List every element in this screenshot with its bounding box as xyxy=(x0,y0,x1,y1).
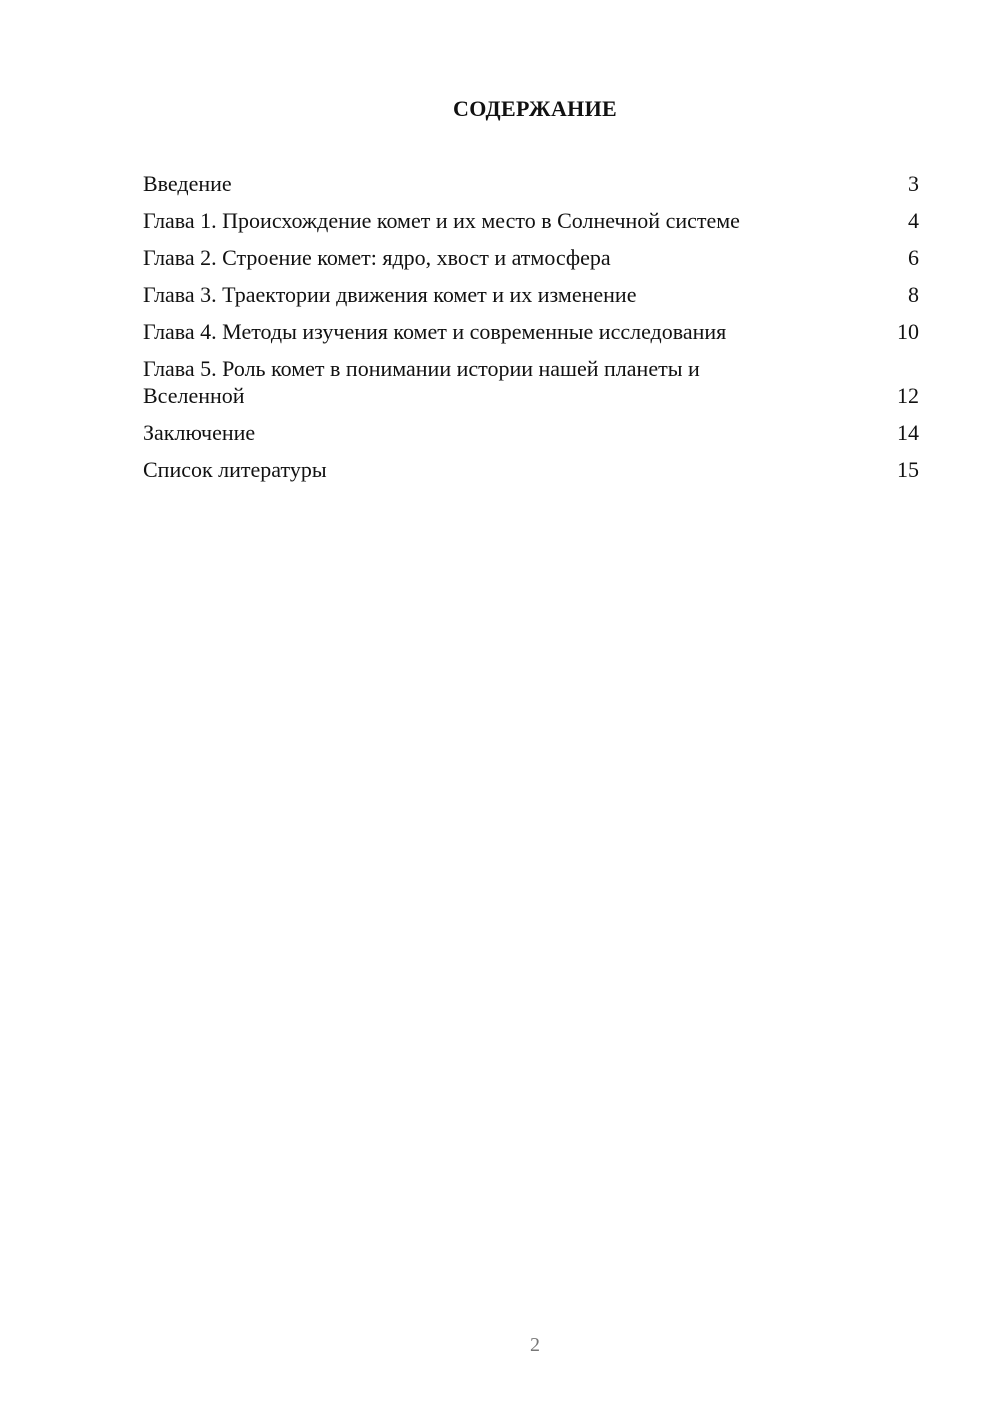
toc-entry-chapter-4 xyxy=(143,318,919,345)
toc-entry-label: Глава 2. Строение комет: ядро, хвост и атмосфера xyxy=(143,245,611,270)
toc-entry-label: Список литературы xyxy=(143,457,327,482)
toc-entry-page: 4 xyxy=(908,208,919,233)
toc-entry-label: Заключение xyxy=(143,420,256,445)
toc-entry-page: 15 xyxy=(897,457,919,482)
toc-entry-conclusion xyxy=(143,419,919,446)
toc-entry-label: Глава 1. Происхождение комет и их место в Солнечной системе xyxy=(143,208,740,233)
toc-entry-references xyxy=(143,456,919,483)
page-title: СОДЕРЖАНИЕ xyxy=(453,96,617,121)
toc-entry-label: Глава 3. Траектории движения комет и их изменение xyxy=(143,282,637,307)
toc-entry-label: Введение xyxy=(143,171,232,196)
toc-entry-page: 3 xyxy=(908,171,919,196)
toc-entry-page: 8 xyxy=(908,282,919,307)
page-number: 2 xyxy=(530,1334,540,1356)
toc-entry-page: 14 xyxy=(897,420,919,445)
toc-entry-introduction xyxy=(143,170,919,197)
toc-entry-page: 12 xyxy=(897,383,919,408)
toc-entry-label: Глава 5. Роль комет в понимании истории нашей планеты и Вселенной xyxy=(143,356,700,408)
toc-entry-chapter-3 xyxy=(143,281,919,308)
toc-entry-page: 10 xyxy=(897,319,919,344)
toc-entry-chapter-1 xyxy=(143,207,919,234)
toc-entry-label: Глава 4. Методы изучения комет и современные исследования xyxy=(143,319,727,344)
table-of-contents xyxy=(143,170,919,493)
toc-entry-page: 6 xyxy=(908,245,919,270)
toc-entry-chapter-5 xyxy=(143,355,919,409)
toc-entry-chapter-2 xyxy=(143,244,919,271)
